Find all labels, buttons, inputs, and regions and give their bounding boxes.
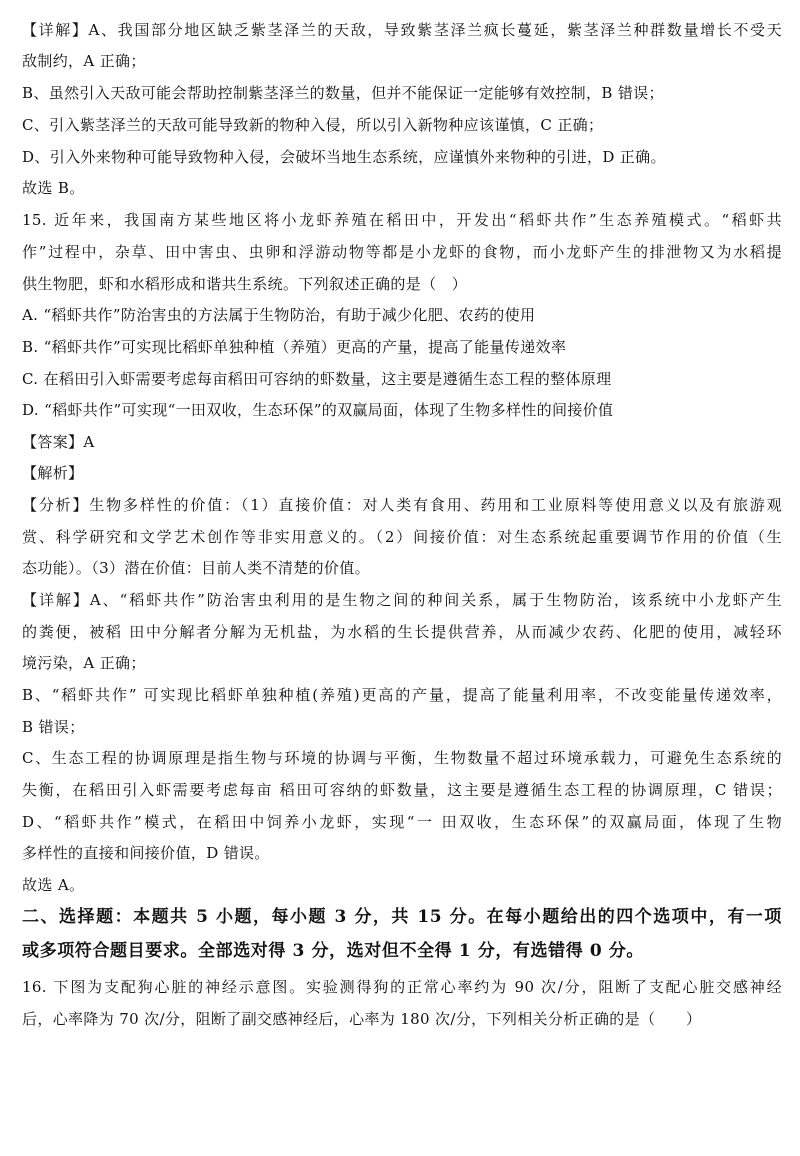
q15-stem-line: 供生物肥，虾和水稻形成和谐共生系统。下列叙述正确的是（ ） [22, 275, 468, 293]
prev-detail-line: 敌制约，A 正确； [22, 52, 146, 70]
q15-option-d: D. “稻虾共作”可实现“一田双收，生态环保”的双赢局面，体现了生物多样性的间接价值 [22, 401, 614, 419]
q15-option-c: C. 在稻田引入虾需要考虑每亩稻田可容纳的虾数量，这主要是遵循生态工程的整体原理 [22, 370, 612, 388]
prev-detail-line: 【详解】A、我国部分地区缺乏紫茎泽兰的天敌，导致紫茎泽兰疯长蔓延，紫茎泽兰种群数量增长不受天 [22, 21, 782, 39]
section-heading-line: 二、选择题：本题共 5 小题，每小题 3 分，共 15 分。在每小题给出的四个选项中，有一项 [22, 907, 782, 927]
q15-option-a: A. “稻虾共作”防治害虫的方法属于生物防治，有助于减少化肥、农药的使用 [22, 306, 536, 324]
q15-answer: 【答案】A [22, 433, 95, 451]
q15-detail-line: 的粪便，被稻 田中分解者分解为无机盐，为水稻的生长提供营养，从而减少农药、化肥的使用，减轻环 [22, 623, 782, 641]
q15-detail-line: 失衡，在稻田引入虾需要考虑每亩 稻田可容纳的虾数量，这主要是遵循生态工程的协调原理，C 错误； [22, 781, 782, 799]
prev-conclusion: 故选 B。 [22, 179, 85, 197]
q16-stem-line: 后，心率降为 70 次/分，阻断了副交感神经后，心率为 180 次/分，下列相关分析正确的是（ ） [22, 1010, 702, 1028]
prev-detail-line: C、引入紫茎泽兰的天敌可能导致新的物种入侵，所以引入新物种应该谨慎，C 正确； [22, 116, 604, 134]
q15-analysis-line: 态功能）。（3）潜在价值：目前人类不清楚的价值。 [22, 559, 370, 577]
q15-option-b: B. “稻虾共作”可实现比稻虾单独种植（养殖）更高的产量，提高了能量传递效率 [22, 338, 567, 356]
q15-detail-line: C、生态工程的协调原理是指生物与环境的协调与平衡，生物数量不超过环境承载力，可避免生态系统的 [22, 749, 782, 767]
q15-conclusion: 故选 A。 [22, 876, 85, 894]
q15-detail-line: D、“稻虾共作”模式，在稻田中饲养小龙虾，实现“一 田双收，生态环保”的双赢局面，体现了生物 [22, 813, 782, 831]
q15-stem-line: 作”过程中，杂草、田中害虫、虫卵和浮游动物等都是小龙虾的食物，而小龙虾产生的排泄物又为水稻提 [22, 243, 782, 261]
q15-analysis-label: 【解析】 [22, 464, 84, 482]
q15-detail-line: 境污染，A 正确； [22, 654, 146, 672]
prev-detail-line: D、引入外来物种可能导致物种入侵，会破坏当地生态系统，应谨慎外来物种的引进，D 正确。 [22, 148, 666, 166]
q15-detail-line: 【详解】A、“稻虾共作”防治害虫利用的是生物之间的种间关系，属于生物防治，该系统中小龙虾产生 [22, 591, 782, 609]
q15-analysis-line: 【分析】生物多样性的价值：（1）直接价值：对人类有食用、药用和工业原料等使用意义以及有旅游观 [22, 496, 782, 514]
q15-detail-line: B 错误； [22, 718, 85, 736]
q15-detail-line: B、“稻虾共作” 可实现比稻虾单独种植(养殖)更高的产量，提高了能量利用率，不改变能量传递效率， [22, 686, 782, 704]
q15-analysis-line: 赏、科学研究和文学艺术创作等非实用意义的。（2）间接价值：对生态系统起重要调节作用的价值（生 [22, 528, 782, 546]
section-heading-line: 或多项符合题目要求。全部选对得 3 分，选对但不全得 1 分，有选错得 0 分。 [22, 941, 644, 961]
q15-detail-line: 多样性的直接和间接价值，D 错误。 [22, 844, 270, 862]
q15-stem-line: 15. 近年来，我国南方某些地区将小龙虾养殖在稻田中，开发出“稻虾共作”生态养殖模式。“稻虾共 [22, 211, 782, 229]
prev-detail-line: B、虽然引入天敌可能会帮助控制紫茎泽兰的数量，但并不能保证一定能够有效控制，B 错误； [22, 84, 664, 102]
q16-stem-line: 16. 下图为支配狗心脏的神经示意图。实验测得狗的正常心率约为 90 次/分，阻断了支配心脏交感神经 [22, 978, 782, 996]
